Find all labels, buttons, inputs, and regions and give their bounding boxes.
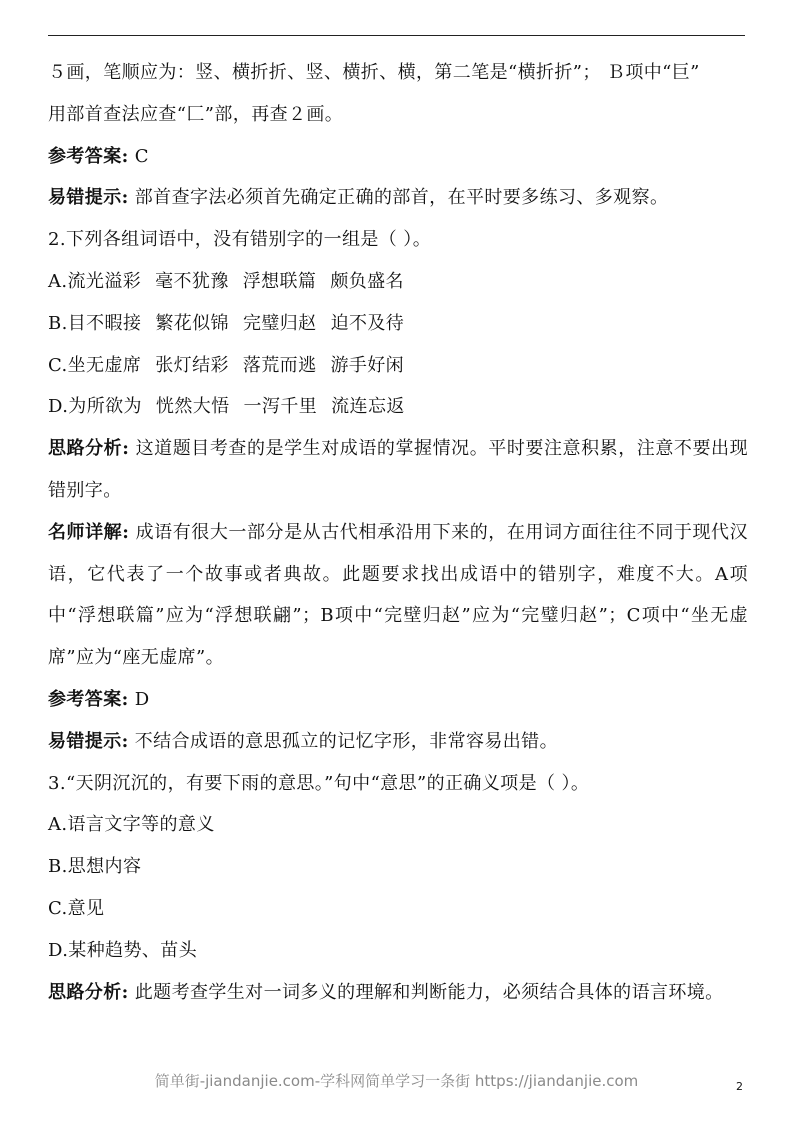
analysis-text: 此题考查学生对一词多义的理解和判断能力，必须结合具体的语言环境。 (128, 981, 724, 1003)
tip-label: 易错提示: (48, 730, 129, 752)
header-rule (48, 35, 745, 36)
answer-value: C (128, 145, 149, 167)
option-d: D.为所欲为 恍然大悟 一泻千里 流连忘返 (48, 396, 405, 418)
analysis-paragraph (48, 428, 748, 512)
question-2: 2.下列各组词语中，没有错别字的一组是（ ）。 (48, 229, 432, 251)
answer-label: 参考答案: (48, 145, 129, 167)
question-3: 3.“天阴沉沉的，有要下雨的意思。”句中“意思”的正确义项是（ ）。 (48, 772, 590, 794)
tip-line (48, 177, 748, 219)
tip-text: 不结合成语的意思孤立的记忆字形，非常容易出错。 (128, 730, 558, 752)
option-c: C.意见 (48, 897, 105, 919)
option-b: B.思想内容 (48, 856, 142, 878)
page-number: 2 (736, 1080, 743, 1093)
text-line: 用部首查法应查“匚”部，再查２画。 (48, 103, 344, 125)
tip-text: 部首查字法必须首先确定正确的部首，在平时要多练习、多观察。 (128, 187, 669, 209)
answer-value: D (128, 688, 150, 710)
tip-line (48, 721, 748, 763)
option-b: B.目不暇接 繁花似锦 完璧归赵 迫不及待 (48, 312, 405, 334)
option-c: C.坐无虚席 张灯结彩 落荒而逃 游手好闲 (48, 354, 405, 376)
analysis-label: 思路分析: (48, 981, 129, 1003)
answer-line (48, 679, 748, 721)
document-body (48, 52, 748, 1013)
answer-label: 参考答案: (48, 688, 129, 710)
answer-line (48, 136, 748, 178)
option-d: D.某种趋势、苗头 (48, 939, 198, 961)
detail-text: 成语有很大一部分是从古代相承沿用下来的，在用词方面往往不同于现代汉语，它代表了一个故事或者典故。此题要求找出成语中的错别字，难度不大。A项中“浮想联篇”应为“浮想联翩”；B项中“完壁归赵”应为“完璧归赵”；C项中“坐无虚席”应为“座无虚席”。 (48, 521, 748, 669)
detail-label: 名师详解: (48, 521, 130, 543)
analysis-text: 这道题目考查的是学生对成语的掌握情况。平时要注意积累，注意不要出现错别字。 (48, 438, 748, 501)
analysis-label: 思路分析: (48, 438, 130, 460)
detail-paragraph (48, 512, 748, 679)
footer-watermark: 简单街-jiandanjie.com-学科网简单学习一条街 https://jiandanjie.com (154, 1072, 639, 1090)
option-a: A.语言文字等的意义 (48, 814, 215, 836)
tip-label: 易错提示: (48, 187, 129, 209)
text-line: ５画，笔顺应为：竖、横折折、竖、横折、横，第二笔是“横折折”； Ｂ项中“巨” (48, 62, 700, 83)
analysis-paragraph (48, 972, 748, 1014)
option-a: A.流光溢彩 毫不犹豫 浮想联篇 颇负盛名 (48, 270, 404, 292)
